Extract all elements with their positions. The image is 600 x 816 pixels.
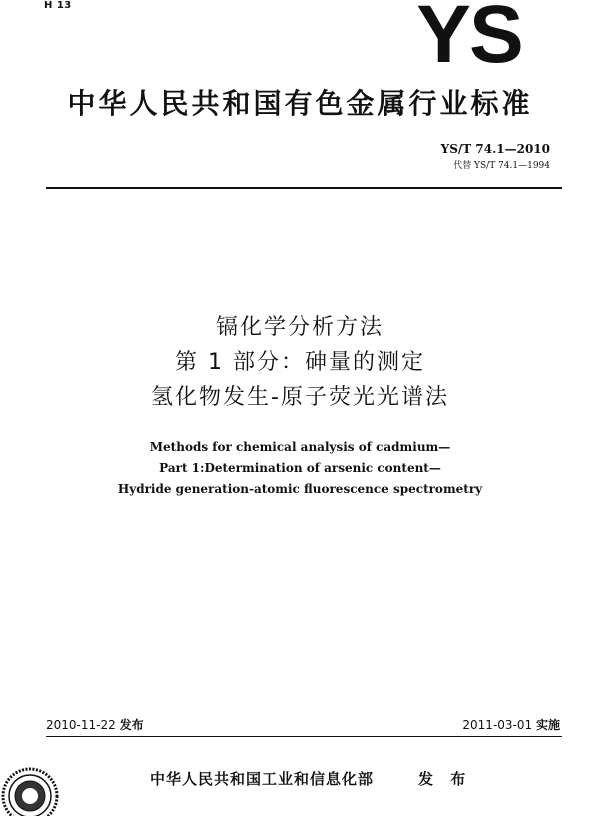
classification-code: H 13 [44,0,72,11]
bottom-divider [46,736,562,737]
title-en-line3: Hydride generation-atomic fluorescence spectrometry [117,482,483,496]
implementation-date-block [462,716,560,733]
title-cn-line1: 镉化学分析方法 [215,315,384,340]
title-en-line1: Methods for chemical analysis of cadmium— [149,440,451,454]
title-en-line2: Part 1:Determination of arsenic content— [159,461,441,475]
replaces-standard: 代替 YS/T 74.1—1994 [453,161,550,171]
publisher-name: 中华人民共和国工业和信息化部 [150,770,375,788]
implementation-date: 2011-03-01 [462,718,533,732]
ys-logo [404,0,534,70]
ys-logo-text: YS [416,0,522,70]
issue-label: 发布 [119,718,144,732]
title-cn-line2: 第 1 部分：砷量的测定 [175,350,425,375]
top-divider [46,187,562,189]
publish-label: 发 布 [418,770,472,788]
issue-date: 2010-11-22 [46,718,116,732]
standard-title: 中华人民共和国有色金属行业标准 [67,87,533,120]
title-cn-line3: 氢化物发生-原子荧光光谱法 [151,385,449,410]
implementation-label: 实施 [535,718,560,732]
issue-date-block [46,716,144,733]
standard-number: YS/T 74.1—2010 [440,142,550,156]
official-seal-icon [0,756,76,816]
